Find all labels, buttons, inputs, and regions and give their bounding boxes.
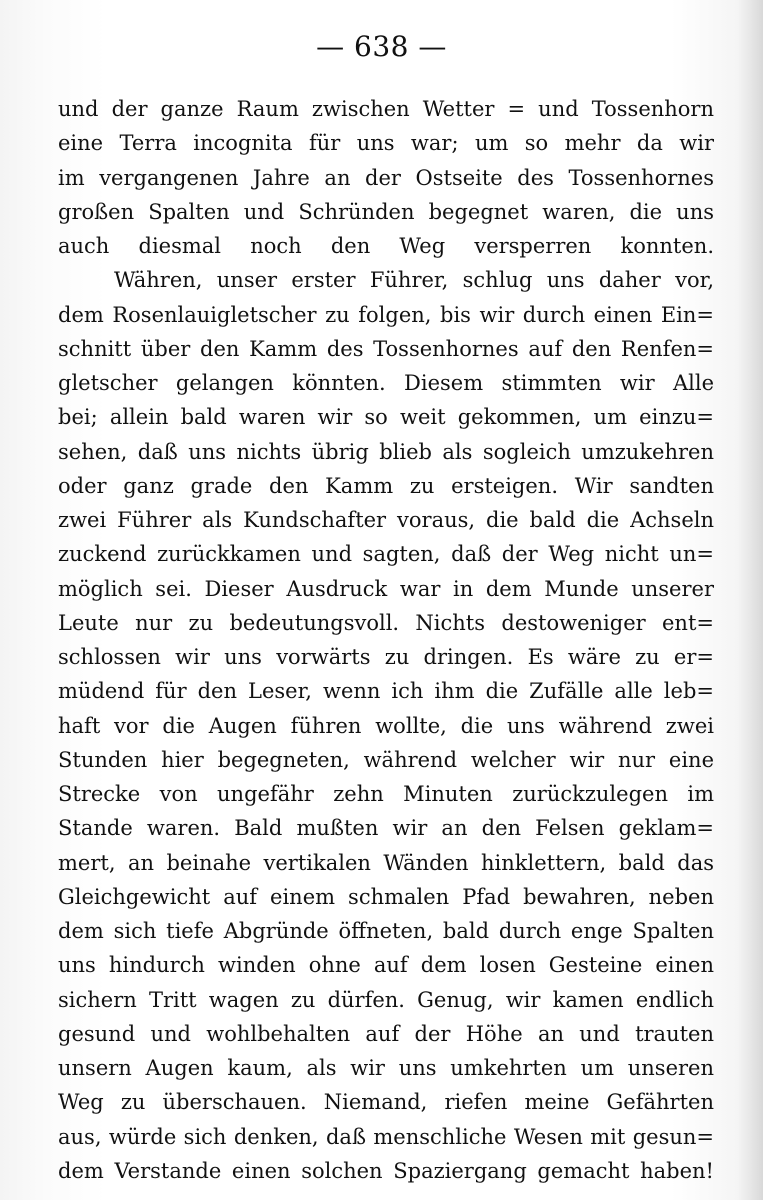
- text-line: zwei Führer als Kundschafter voraus, die bald die Achseln: [58, 508, 714, 532]
- text-line: großen Spalten und Schründen begegnet waren, die uns: [58, 199, 714, 224]
- text-line: unsern Augen kaum, als wir uns umkehrten um unseren: [58, 1056, 714, 1080]
- text-line: Gleichgewicht auf einem schmalen Pfad bewahren, neben: [58, 884, 714, 909]
- text-line: gletscher gelangen könnten. Diesem stimmten wir Alle: [58, 371, 714, 395]
- text-line: im vergangenen Jahre an der Ostseite des Tossenhornes: [58, 165, 714, 190]
- text-line: Währen, unser erster Führer, schlug uns daher vor,: [114, 268, 714, 293]
- text-line: Strecke von ungefähr zehn Minuten zurückzulegen im: [58, 782, 714, 806]
- text-line: möglich sei. Dieser Ausdruck war in dem Munde unserer: [58, 576, 714, 601]
- text-line: mert, an beinahe vertikalen Wänden hinklettern, bald das: [58, 850, 714, 875]
- text-line: sehen, daß uns nichts übrig blieb als sogleich umzukehren: [58, 439, 714, 464]
- text-line: Stande waren. Bald mußten wir an den Felsen geklam=: [58, 816, 714, 841]
- text-line: Leute nur zu bedeutungsvoll. Nichts destoweniger ent=: [58, 610, 714, 635]
- page-number: — 638 —: [316, 30, 447, 63]
- text-line: dem Verstande einen solchen Spaziergang gemacht haben!: [58, 1158, 714, 1183]
- body-text: [58, 92, 714, 1188]
- text-line: uns hindurch winden ohne auf dem losen Gesteine einen: [58, 953, 714, 978]
- text-line: oder ganz grade den Kamm zu ersteigen. Wir sandten: [58, 473, 714, 498]
- text-line: aus, würde sich denken, daß menschliche Wesen mit gesun=: [58, 1124, 714, 1149]
- text-line: dem sich tiefe Abgründe öffneten, bald durch enge Spalten: [58, 919, 714, 943]
- text-line: schlossen wir uns vorwärts zu dringen. Es wäre zu er=: [58, 645, 714, 669]
- text-line: Stunden hier begegneten, während welcher wir nur eine: [58, 747, 714, 772]
- text-line: bei; allein bald waren wir so weit gekommen, um einzu=: [58, 405, 714, 430]
- text-line: gesund und wohlbehalten auf der Höhe an und trauten: [58, 1021, 714, 1046]
- text-line: auch diesmal noch den Weg versperren konnten.: [58, 234, 714, 258]
- text-line: zuckend zurückkamen und sagten, daß der Weg nicht un=: [58, 542, 714, 567]
- text-line: müdend für den Leser, wenn ich ihm die Zufälle alle leb=: [58, 679, 714, 704]
- page-edge-shadow: [737, 0, 763, 1200]
- text-line: haft vor die Augen führen wollte, die uns während zwei: [58, 713, 714, 738]
- text-line: schnitt über den Kamm des Tossenhornes auf den Renfen=: [58, 336, 714, 361]
- text-line: sichern Tritt wagen zu dürfen. Genug, wir kamen endlich: [58, 987, 714, 1012]
- text-line: eine Terra incognita für uns war; um so mehr da wir: [58, 131, 714, 156]
- text-line: Weg zu überschauen. Niemand, riefen meine Gefährten: [58, 1090, 714, 1115]
- text-line: dem Rosenlauigletscher zu folgen, bis wir durch einen Ein=: [58, 302, 714, 327]
- text-line: und der ganze Raum zwischen Wetter = und Tossenhorn: [58, 97, 714, 121]
